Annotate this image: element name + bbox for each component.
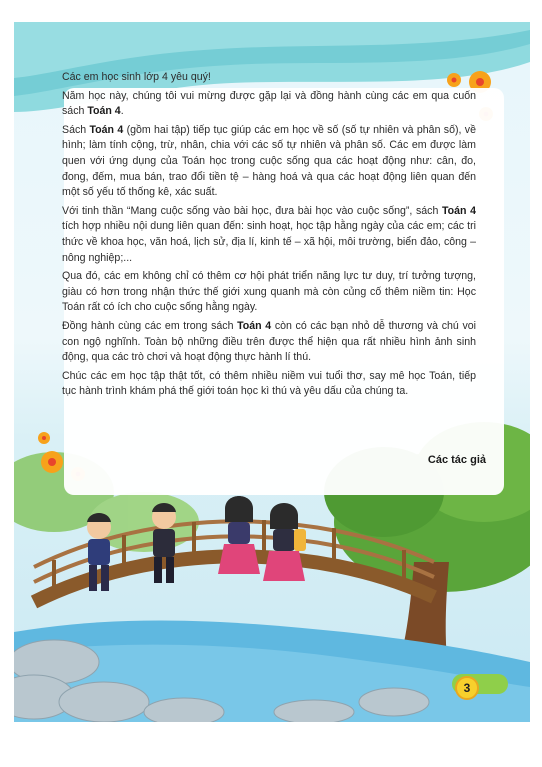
letter-greeting: Các em học sinh lớp 4 yêu quý! [62, 71, 211, 83]
letter-paragraph-3: Với tinh thần “Mang cuộc sống vào bài học, đưa bài học vào cuộc sống”, sách Toán 4 tích hợp nhiều nội dung liên quan đến: sinh hoạt, học tập hằng ngày của các em; các tri thức về khoa học, văn hoá, lịch sử, địa lí, kinh tế – xã hội, môi trường, biển đảo, công – nông nghiệp;... [62, 204, 476, 264]
letter-paragraph-1: Năm học này, chúng tôi vui mừng được gặp lại và đồng hành cùng các em qua cuốn sách Toán 4. [62, 89, 476, 118]
letter-paragraph-5: Đồng hành cùng các em trong sách Toán 4 còn có các bạn nhỏ dễ thương và chú voi con ngộ nghĩnh. Toàn bộ những điều trên được thể hiện qua rất nhiều hình ảnh sinh động, qua các trò chơi và hoạt động thực hành lí thú. [62, 319, 476, 364]
letter-paragraph-6: Chúc các em học tập thật tốt, có thêm nhiều niềm vui tuổi thơ, say mê học Toán, tiếp tục hành trình khám phá thế giới toán học kì thú và yêu dấu của chúng ta. [62, 369, 476, 398]
letter-signature: Các tác giả [427, 454, 486, 466]
letter-paragraph-4: Qua đó, các em không chỉ có thêm cơ hội phát triển năng lực tư duy, trí tưởng tượng, giàu có hơn trong nhận thức thế giới xung quanh mà còn củng cố thêm niềm tin: Học Toán rất có ích cho cuộc sống hằng ngày. [62, 270, 476, 314]
page-number: 3 [455, 676, 479, 700]
letter-body [62, 70, 476, 403]
letter-paragraph-2: Sách Toán 4 (gồm hai tập) tiếp tục giúp các em học về số (số tự nhiên và phân số), về hình; làm tính cộng, trừ, nhân, chia với các số tự nhiên và phân số. Các em được làm quen với ứng dụng của Toán học trong cuộc sống qua các hoạt động như: cân, đo, đong, đếm, mua bán, trao đổi tiền tệ – hàng hoá và qua các hoạt động liên quan đến một số yếu tố thống kê, xác suất. [62, 123, 476, 199]
